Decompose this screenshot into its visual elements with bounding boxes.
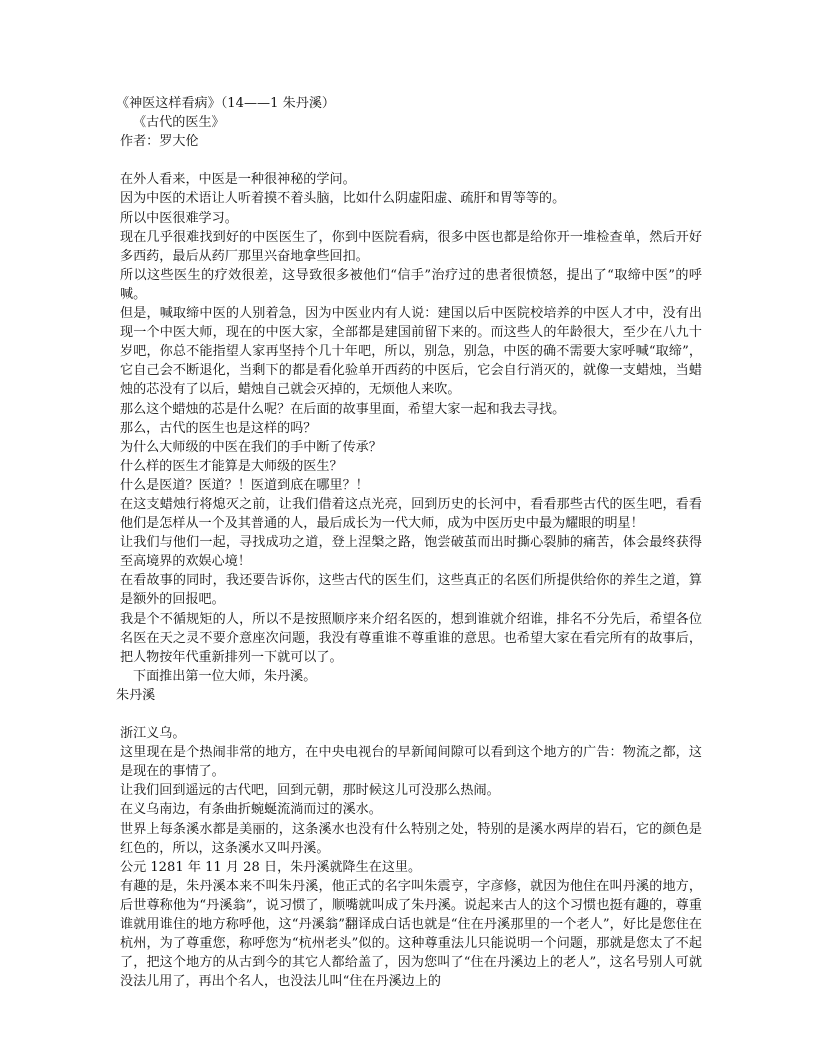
- paragraph: 在外人看来，中医是一种很神秘的学问。: [120, 172, 356, 188]
- paragraph: 世界上每条溪水都是美丽的，这条溪水也没有什么特别之处，特别的是溪水两岸的岩石，它的颜色是红色的，所以，这条溪水又叫丹溪。: [120, 821, 702, 856]
- paragraph: 让我们与他们一起，寻找成功之道，登上涅槃之路，饱尝破茧而出时撕心裂肺的痛苦，体会最终获得至高境界的欢娱心境！: [120, 535, 702, 570]
- document-page: [116, 94, 702, 991]
- paragraph: 公元 1281 年 11 月 28 日，朱丹溪就降生在这里。: [120, 859, 422, 875]
- paragraph: 什么样的医生才能算是大师级的医生？: [120, 458, 343, 474]
- paragraph: 所以中医很难学习。: [120, 210, 238, 226]
- blank-line: [116, 151, 702, 170]
- paragraph: 在这支蜡烛行将熄灭之前，让我们借着这点光亮，回到历史的长河中，看看那些古代的医生吧，看看他们是怎样从一个及其普通的人，最后成长为一代大师，成为中医历史中最为耀眼的明星！: [120, 496, 702, 532]
- paragraph: 有趣的是，朱丹溪本来不叫朱丹溪，他正式的名字叫朱震亨，字彦修，就因为他住在叫丹溪的地方，后世尊称他为“丹溪翁”，说习惯了，顺嘴就叫成了朱丹溪。说起来古人的这个习惯也挺有趣的，尊重谁就用谁住的地方称呼他，这“丹溪翁”翻译成白话也就是“住在丹溪那里的一个老人”，好比是您住在杭州，为了尊重您，称呼您为“杭州老头”似的。这种尊重法儿只能说明一个问题，那就是您太了不起了，把这个地方的从古到今的其它人都给盖了，因为您叫了“住在丹溪边上的老人”，这名号别人可就没法儿用了，再出个名人，也没法儿叫“住在丹溪边上的: [120, 878, 702, 990]
- paragraph: 这里现在是个热闹非常的地方，在中央电视台的早新闻间隙可以看到这个地方的广告：物流之都，这是现在的事情了。: [120, 745, 702, 780]
- paragraph: 什么是医道？医道？！医道到底在哪里？！: [120, 477, 369, 493]
- paragraph: 在义乌南边，有条曲折蜿蜒流淌而过的溪水。: [120, 802, 382, 818]
- paragraph: 下面推出第一位大师，朱丹溪。: [133, 668, 317, 684]
- paragraph: 为什么大师级的中医在我们的手中断了传承？: [120, 439, 382, 455]
- paragraph: 那么，古代的医生也是这样的吗？: [120, 420, 317, 436]
- document-title: 《神医这样看病》（14——1 朱丹溪）: [116, 96, 336, 111]
- paragraph: 让我们回到遥远的古代吧，回到元朝，那时候这儿可没那么热闹。: [120, 783, 500, 799]
- paragraph: 因为中医的术语让人听着摸不着头脑，比如什么阴虚阳虚、疏肝和胃等等的。: [120, 191, 566, 207]
- paragraph: 但是，喊取缔中医的人别着急，因为中医业内有人说：建国以后中医院校培养的中医人才中，没有出现一个中医大师，现在的中医大家，全部都是建国前留下来的。而这些人的年龄很大，至少在八九十岁吧，你总不能指望人家再坚持个几十年吧，所以，别急，别急，中医的确不需要大家呼喊“取缔”，它自己会不断退化，当剩下的都是看化验单开西药的中医后，它会自行消灭的，就像一支蜡烛，当蜡烛的芯没有了以后，蜡烛自己就会灭掉的，无烦他人来吹。: [120, 306, 702, 398]
- paragraph: 在看故事的同时，我还要告诉你，这些古代的医生们，这些真正的名医们所提供给你的养生之道，算是额外的回报吧。: [120, 573, 702, 608]
- document-author: 作者：罗大伦: [120, 134, 199, 150]
- document-subtitle: 《古代的医生》: [133, 115, 225, 131]
- paragraph: 浙江义乌。: [120, 726, 186, 742]
- paragraph: 现在几乎很难找到好的中医医生了，你到中医院看病，很多中医也都是给你开一堆检查单，然后开好多西药，最后从药厂那里兴奋地拿些回扣。: [120, 229, 702, 264]
- paragraph: 我是个不循规矩的人，所以不是按照顺序来介绍名医的，想到谁就介绍谁，排名不分先后，希望各位名医在天之灵不要介意座次问题，我没有尊重谁不尊重谁的意思。也希望大家在看完所有的故事后，把人物按年代重新排列一下就可以了。: [120, 611, 702, 665]
- section-heading: 朱丹溪: [116, 687, 156, 703]
- blank-line: [116, 705, 702, 724]
- paragraph: 那么这个蜡烛的芯是什么呢？在后面的故事里面，希望大家一起和我去寻找。: [120, 401, 566, 417]
- paragraph: 所以这些医生的疗效很差，这导致很多被他们“信手”治疗过的患者很愤怒，提出了“取缔中医”的呼喊。: [120, 267, 702, 302]
